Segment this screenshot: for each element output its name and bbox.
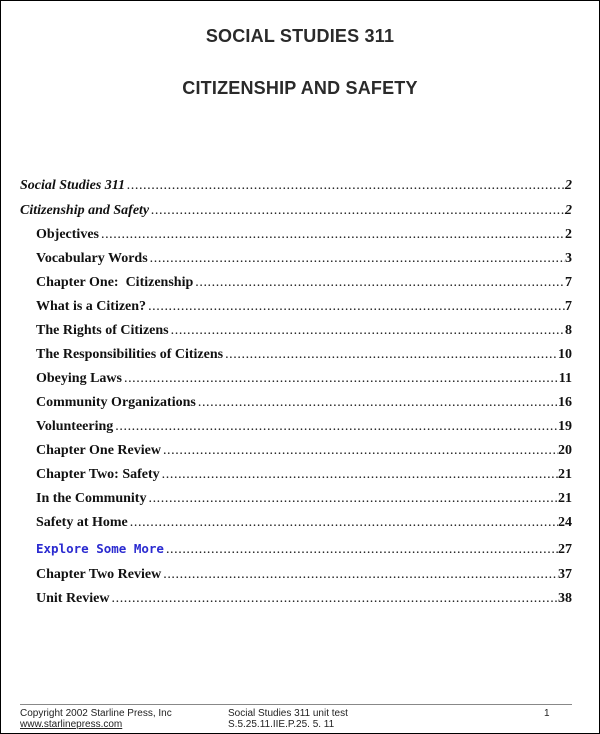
toc-leader-dots (149, 203, 565, 219)
toc-entry (36, 443, 572, 459)
footer-unit-info (228, 708, 348, 730)
footer-unit-title: Social Studies 311 unit test (228, 708, 348, 719)
toc-entry-page: 7 (565, 299, 572, 314)
toc-entry-label: Social Studies 311 (20, 178, 126, 193)
toc-entry-label: In the Community (36, 491, 147, 506)
toc-entry-page: 7 (565, 275, 572, 290)
toc-leader-dots (146, 299, 565, 315)
toc-leader-dots (193, 275, 565, 291)
toc-entry-page: 11 (558, 371, 572, 386)
footer-code: S.5.25.11.IIE.P.25. 5. 11 (228, 719, 335, 730)
toc-entry-page: 2 (565, 227, 572, 242)
toc-entry-label: Citizenship and Safety (20, 203, 150, 218)
toc-entry-label: Chapter One: Citizenship (36, 275, 194, 290)
toc-entry (36, 591, 572, 607)
footer-publisher (20, 708, 172, 730)
toc-entry-label: Chapter Two: Safety (36, 467, 160, 482)
toc-entry-label: Unit Review (36, 591, 110, 606)
toc-entry-label: Volunteering (36, 419, 114, 434)
toc-entry-page: 2 (565, 203, 572, 218)
toc-entry (36, 567, 572, 583)
toc-entry-page: 21 (558, 491, 572, 506)
toc-entry-page: 10 (558, 347, 572, 362)
toc-entry (36, 515, 572, 531)
toc-leader-dots (146, 491, 558, 507)
toc-entry (36, 227, 572, 243)
toc-entry (36, 395, 572, 411)
toc-entry (36, 299, 572, 315)
toc-leader-dots (196, 395, 558, 411)
toc-leader-dots (161, 567, 558, 583)
toc-leader-dots (110, 591, 559, 607)
toc-entry-label: Objectives (36, 227, 99, 242)
toc-leader-dots (223, 347, 558, 363)
toc-entry-label: Chapter Two Review (36, 567, 162, 582)
toc-entry (36, 467, 572, 483)
toc-entry-label: What is a Citizen? (36, 299, 147, 314)
toc-entry-label: Vocabulary Words (36, 251, 148, 266)
toc-entry (36, 275, 572, 291)
footer-divider (20, 704, 572, 705)
toc-entry-label: Community Organizations (36, 395, 196, 410)
toc-entry (36, 371, 572, 387)
toc-entry-label: The Responsibilities of Citizens (36, 347, 224, 362)
toc-entry-page: 3 (565, 251, 572, 266)
toc-entry-page: 16 (558, 395, 572, 410)
toc-leader-dots (122, 371, 559, 387)
toc-entry-label: Safety at Home (36, 515, 128, 530)
toc-entry-page: 19 (558, 419, 572, 434)
toc-entry (20, 178, 572, 194)
toc-entry (36, 251, 572, 267)
toc-leader-dots (99, 227, 565, 243)
document-title: SOCIAL STUDIES 311 (205, 26, 395, 46)
toc-entry-label: Chapter One Review (36, 443, 161, 458)
toc-entry-page: 21 (558, 467, 572, 482)
toc-entry (36, 491, 572, 507)
toc-entry-page: 24 (558, 515, 572, 530)
toc-leader-dots (160, 467, 558, 483)
toc-entry (36, 541, 572, 558)
footer-page-number: 1 (544, 708, 550, 719)
toc-entry (20, 203, 572, 219)
toc-entry (36, 323, 572, 339)
toc-entry-label: The Rights of Citizens (36, 323, 169, 338)
toc-leader-dots (113, 419, 558, 435)
toc-entry-page: 2 (565, 178, 572, 193)
toc-leader-dots (161, 443, 558, 459)
toc-entry-page: 8 (565, 323, 572, 338)
toc-entry-page: 20 (558, 443, 572, 458)
toc-leader-dots (169, 323, 565, 339)
toc-entry (36, 419, 572, 435)
toc-entry-page: 37 (558, 567, 572, 582)
toc-entry-page: 38 (558, 591, 572, 606)
toc-entry (36, 347, 572, 363)
toc-entry-page: 27 (558, 542, 572, 557)
toc-leader-dots (125, 178, 565, 194)
toc-entry-label: Obeying Laws (36, 371, 122, 386)
toc-entry-label: Explore Some More (36, 541, 164, 556)
toc-leader-dots (128, 515, 558, 531)
footer-website-link[interactable]: www.starlinepress.com (20, 719, 123, 730)
footer-copyright: Copyright 2002 Starline Press, Inc (20, 708, 172, 719)
document-subtitle: CITIZENSHIP AND SAFETY (182, 78, 418, 98)
toc-leader-dots (164, 542, 558, 558)
toc-leader-dots (148, 251, 565, 267)
